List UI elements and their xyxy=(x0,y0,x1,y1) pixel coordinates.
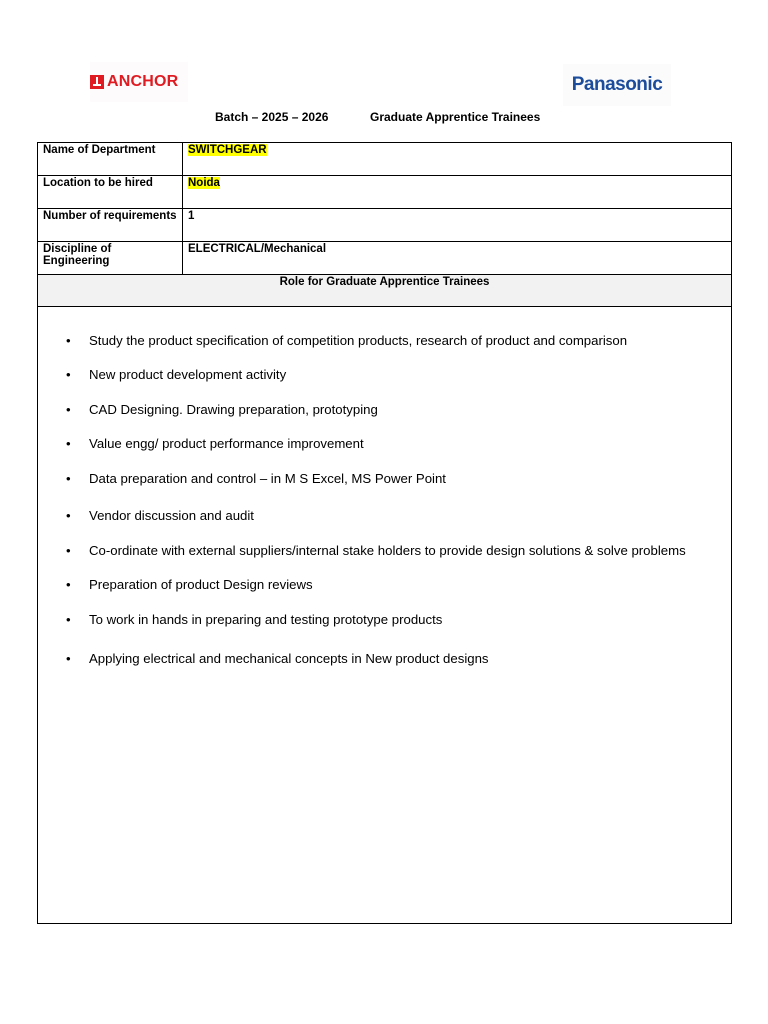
list-item xyxy=(66,471,446,486)
list-item xyxy=(66,543,686,558)
list-item xyxy=(66,577,313,592)
panasonic-logo-text: Panasonic xyxy=(571,74,663,95)
duties-box xyxy=(37,300,732,924)
duty-text: Data preparation and control – in M S Excel, MS Power Point xyxy=(89,471,446,486)
bullet-icon: • xyxy=(66,402,71,417)
duty-text: Preparation of product Design reviews xyxy=(89,577,313,592)
list-item xyxy=(66,612,443,627)
bullet-icon: • xyxy=(66,367,71,382)
list-item xyxy=(66,436,364,451)
anchor-emblem-icon xyxy=(90,75,104,89)
bullet-icon: • xyxy=(66,577,71,592)
table-row xyxy=(38,209,732,242)
document-header xyxy=(0,109,768,127)
bullet-icon: • xyxy=(66,651,71,666)
duty-text: CAD Designing. Drawing preparation, prototyping xyxy=(89,402,378,417)
list-item xyxy=(66,651,489,666)
duty-text: Vendor discussion and audit xyxy=(89,508,254,523)
bullet-icon: • xyxy=(66,508,71,523)
list-item xyxy=(66,333,628,348)
batch-label: Batch – 2025 – 2026 xyxy=(215,110,329,124)
table-row xyxy=(38,176,732,209)
bullet-icon: • xyxy=(66,436,71,451)
duty-text: New product development activity xyxy=(89,367,287,382)
discipline-value: ELECTRICAL/Mechanical xyxy=(183,242,732,275)
duty-text: Value engg/ product performance improvement xyxy=(89,436,364,451)
location-value: Noida xyxy=(188,177,220,189)
department-label: Name of Department xyxy=(38,143,183,176)
location-label: Location to be hired xyxy=(38,176,183,209)
discipline-label: Discipline of Engineering xyxy=(38,242,183,275)
bullet-icon: • xyxy=(66,612,71,627)
bullet-icon: • xyxy=(66,471,71,486)
duty-text: Study the product specification of competition products, research of product and comparison xyxy=(89,333,628,348)
duty-text: Co-ordinate with external suppliers/internal stake holders to provide design solutions & solve problems xyxy=(89,543,686,558)
table-row xyxy=(38,242,732,275)
bullet-icon: • xyxy=(66,543,71,558)
bullet-icon: • xyxy=(66,333,71,348)
job-details-table xyxy=(37,142,732,307)
requirements-value: 1 xyxy=(183,209,732,242)
role-heading: Role for Graduate Apprentice Trainees xyxy=(38,275,732,307)
requirements-label: Number of requirements xyxy=(38,209,183,242)
duty-text: To work in hands in preparing and testing prototype products xyxy=(89,612,443,627)
program-title: Graduate Apprentice Trainees xyxy=(370,110,541,124)
department-value: SWITCHGEAR xyxy=(188,144,267,156)
department-value-cell xyxy=(183,143,732,176)
list-item xyxy=(66,508,254,523)
duty-text: Applying electrical and mechanical concepts in New product designs xyxy=(89,651,489,666)
list-item xyxy=(66,367,287,382)
anchor-logo xyxy=(90,62,188,102)
table-row xyxy=(38,143,732,176)
anchor-logo-text: ANCHOR xyxy=(107,73,179,90)
panasonic-logo xyxy=(563,64,671,106)
list-item xyxy=(66,402,378,417)
location-value-cell xyxy=(183,176,732,209)
